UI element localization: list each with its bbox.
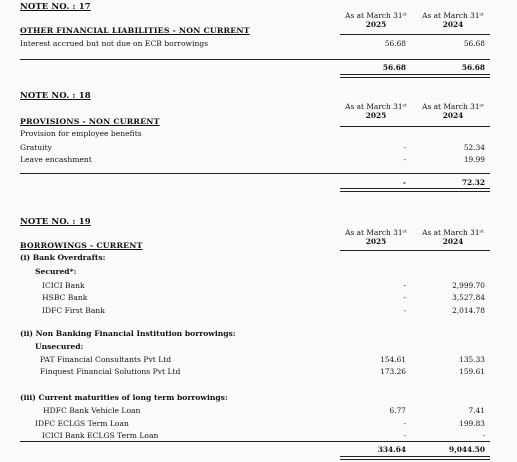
group-heading: (iii) Current maturities of long term borrowings: xyxy=(20,393,228,402)
header-rule xyxy=(340,250,490,251)
col-year: 2025 xyxy=(365,237,387,247)
total-double-rule xyxy=(340,74,490,78)
section-rule xyxy=(20,441,490,442)
note-19-heading: NOTE NO. : 19 xyxy=(20,217,91,227)
row-value-2024: 52.34 xyxy=(463,143,485,152)
col-label: As at March 31ˢᵗ xyxy=(422,11,484,20)
total-double-rule xyxy=(340,456,490,460)
note-18-title: PROVISIONS - NON CURRENT xyxy=(20,117,160,126)
row-label: Finquest Financial Solutions Pvt Ltd xyxy=(40,367,181,376)
row-label: IDFC First Bank xyxy=(42,306,105,315)
row-value-2024: 159.61 xyxy=(459,367,485,376)
row-label: ICICI Bank xyxy=(42,281,85,290)
row-value-2025: - xyxy=(403,293,406,302)
col-year: 2024 xyxy=(442,237,464,247)
row-value-2024: 56.68 xyxy=(463,39,485,48)
row-value-2024: - xyxy=(482,431,485,440)
note-18-col-2024-header xyxy=(418,103,488,120)
row-label: IDFC ECLGS Term Loan xyxy=(35,419,129,428)
row-label: Interest accrued but not due on ECB borrowings xyxy=(20,39,209,48)
group-heading: (ii) Non Banking Financial Institution borrowings: xyxy=(20,329,236,338)
note-19-col-2024-header xyxy=(418,229,488,246)
row-label: ICICI Bank ECLGS Term Loan xyxy=(42,431,159,440)
group-heading: (i) Bank Overdrafts: xyxy=(20,253,106,262)
col-label: As at March 31ˢᵗ xyxy=(345,102,407,111)
row-value-2025: 173.26 xyxy=(380,367,406,376)
total-2024: 9,044.50 xyxy=(448,445,485,454)
row-value-2025: - xyxy=(403,143,406,152)
row-value-2025: - xyxy=(403,419,406,428)
section-rule xyxy=(20,59,490,60)
note-17-title: OTHER FINANCIAL LIABILITIES - NON CURRENT xyxy=(20,26,250,35)
note-19-title: BORROWINGS - CURRENT xyxy=(20,241,143,250)
row-value-2025: 56.68 xyxy=(384,39,406,48)
col-label: As at March 31ˢᵗ xyxy=(422,102,484,111)
col-label: As at March 31ˢᵗ xyxy=(345,11,407,20)
row-value-2024: 19.99 xyxy=(463,155,485,164)
row-value-2025: - xyxy=(403,281,406,290)
total-2024: 72.32 xyxy=(461,178,485,187)
col-year: 2025 xyxy=(365,20,387,30)
note-17-col-2024-header xyxy=(418,12,488,29)
col-year: 2024 xyxy=(442,20,464,30)
group-subheading: Unsecured: xyxy=(35,342,84,351)
row-label: Gratuity xyxy=(20,143,52,152)
note-18-col-2025-header xyxy=(341,103,411,120)
section-rule xyxy=(20,173,490,174)
total-double-rule xyxy=(340,188,490,192)
group-subheading: Secured*: xyxy=(35,267,77,276)
col-year: 2025 xyxy=(365,111,387,121)
row-value-2025: 154.61 xyxy=(380,355,406,364)
note-17-col-2025-header xyxy=(341,12,411,29)
row-value-2024: 135.33 xyxy=(459,355,485,364)
total-2025: - xyxy=(402,178,406,187)
row-value-2024: 199.83 xyxy=(459,419,485,428)
row-value-2024: 7.41 xyxy=(468,406,485,415)
row-value-2024: 3,527.84 xyxy=(452,293,485,302)
note-19-col-2025-header xyxy=(341,229,411,246)
row-value-2025: 6.77 xyxy=(389,406,406,415)
note-18-heading: NOTE NO. : 18 xyxy=(20,91,91,101)
row-label: HDFC Bank Vehicle Loan xyxy=(43,406,141,415)
row-value-2025: - xyxy=(403,431,406,440)
note-17-heading: NOTE NO. : 17 xyxy=(20,2,91,12)
col-year: 2024 xyxy=(442,111,464,121)
col-label: As at March 31ˢᵗ xyxy=(422,228,484,237)
total-2025: 56.68 xyxy=(382,63,406,72)
row-label: HSBC Bank xyxy=(42,293,88,302)
total-2025: 334.64 xyxy=(377,445,406,454)
total-2024: 56.68 xyxy=(461,63,485,72)
col-label: As at March 31ˢᵗ xyxy=(345,228,407,237)
row-value-2025: - xyxy=(403,306,406,315)
row-value-2024: 2,014.78 xyxy=(452,306,485,315)
subheading: Provision for employee benefits xyxy=(20,129,142,138)
row-label: PAT Financial Consultants Pvt Ltd xyxy=(40,355,172,364)
header-rule xyxy=(340,126,490,127)
row-value-2025: - xyxy=(403,155,406,164)
row-value-2024: 2,999.70 xyxy=(452,281,485,290)
header-rule xyxy=(340,34,490,35)
row-label: Leave encashment xyxy=(20,155,92,164)
